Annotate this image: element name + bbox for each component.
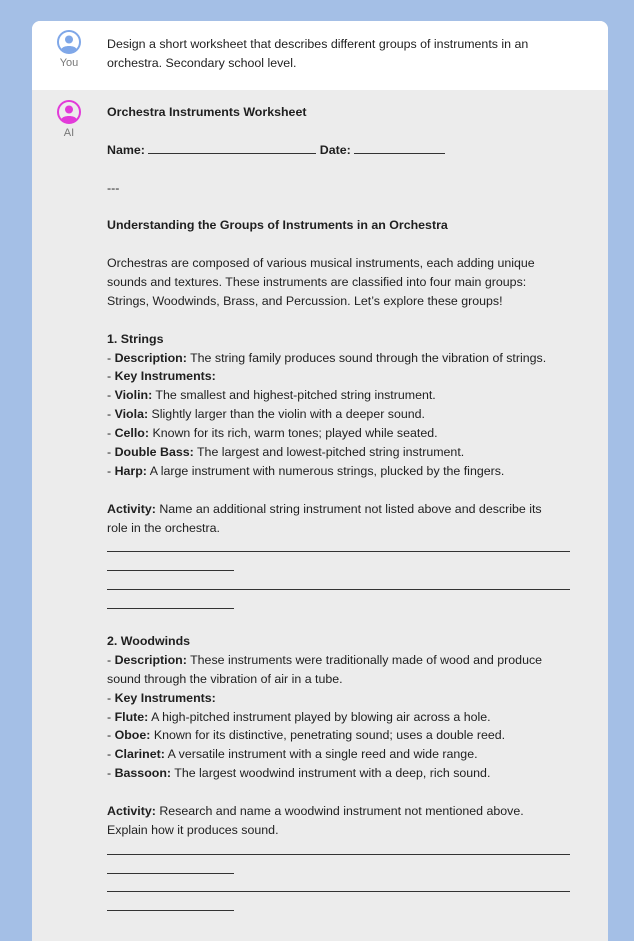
intro-line: Orchestras are composed of various musical instruments, each adding unique [107, 256, 535, 271]
woodwinds-activity-cont: Explain how it produces sound. [107, 822, 279, 837]
ai-avatar-column [32, 100, 106, 139]
list-item: - Oboe: Known for its distinctive, penetrating sound; uses a double reed. [107, 728, 506, 743]
user-message [32, 21, 608, 90]
answer-line[interactable] [107, 896, 575, 915]
name-label: Name: [107, 142, 145, 157]
user-text-line: orchestra. Secondary school level. [107, 55, 297, 70]
answer-line[interactable] [107, 575, 575, 594]
list-item: - Bassoon: The largest woodwind instrument with a deep, rich sound. [107, 766, 491, 781]
ai-avatar-icon [57, 100, 81, 124]
list-item: - Harp: A large instrument with numerous strings, plucked by the fingers. [107, 463, 505, 478]
list-item: - Viola: Slightly larger than the violin with a deeper sound. [107, 407, 425, 422]
user-avatar-column [32, 30, 106, 69]
woodwinds-description-cont: sound through the vibration of air in a tube. [107, 671, 343, 686]
woodwinds-title: 2. Woodwinds [107, 633, 191, 648]
list-item: - Cello: Known for its rich, warm tones; played while seated. [107, 426, 438, 441]
user-text-line: Design a short worksheet that describes different groups of instruments in an [107, 37, 529, 51]
list-item: - Flute: A high-pitched instrument played by blowing air across a hole. [107, 709, 491, 724]
name-date-line [107, 141, 575, 160]
list-item: - Violin: The smallest and highest-pitched string instrument. [107, 388, 436, 403]
strings-description: - Description: The string family produces sound through the vibration of strings. [107, 350, 547, 365]
separator: --- [107, 180, 120, 195]
date-blank[interactable] [354, 142, 445, 154]
strings-title: 1. Strings [107, 331, 164, 346]
strings-activity-cont: role in the orchestra. [107, 520, 220, 535]
user-message-text [107, 35, 575, 73]
woodwinds-key-instruments: - Key Instruments: [107, 690, 216, 705]
ai-message-text [107, 103, 575, 915]
chat-panel [32, 21, 608, 941]
answer-line[interactable] [107, 594, 575, 613]
section-heading: Understanding the Groups of Instruments in an Orchestra [107, 218, 448, 233]
list-item: - Clarinet: A versatile instrument with a single reed and wide range. [107, 747, 478, 762]
intro-line: sounds and textures. These instruments are classified into four main groups: [107, 275, 527, 290]
answer-line[interactable] [107, 556, 575, 575]
date-label: Date: [319, 142, 351, 157]
user-label: You [59, 57, 79, 69]
user-avatar-icon [57, 30, 81, 54]
answer-line[interactable] [107, 840, 575, 859]
woodwinds-description: - Description: These instruments were traditionally made of wood and produce [107, 652, 543, 667]
answer-line[interactable] [107, 537, 575, 556]
answer-line[interactable] [107, 859, 575, 878]
list-item: - Double Bass: The largest and lowest-pitched string instrument. [107, 445, 465, 460]
name-blank[interactable] [148, 142, 316, 154]
ai-label: AI [63, 127, 75, 139]
intro-line: Strings, Woodwinds, Brass, and Percussion. Let’s explore these groups! [107, 293, 503, 308]
strings-activity: Activity: Name an additional string instrument not listed above and describe its [107, 501, 542, 516]
strings-key-instruments: - Key Instruments: [107, 369, 216, 384]
woodwinds-activity: Activity: Research and name a woodwind instrument not mentioned above. [107, 803, 524, 818]
worksheet-title: Orchestra Instruments Worksheet [107, 105, 307, 119]
answer-line[interactable] [107, 878, 575, 897]
